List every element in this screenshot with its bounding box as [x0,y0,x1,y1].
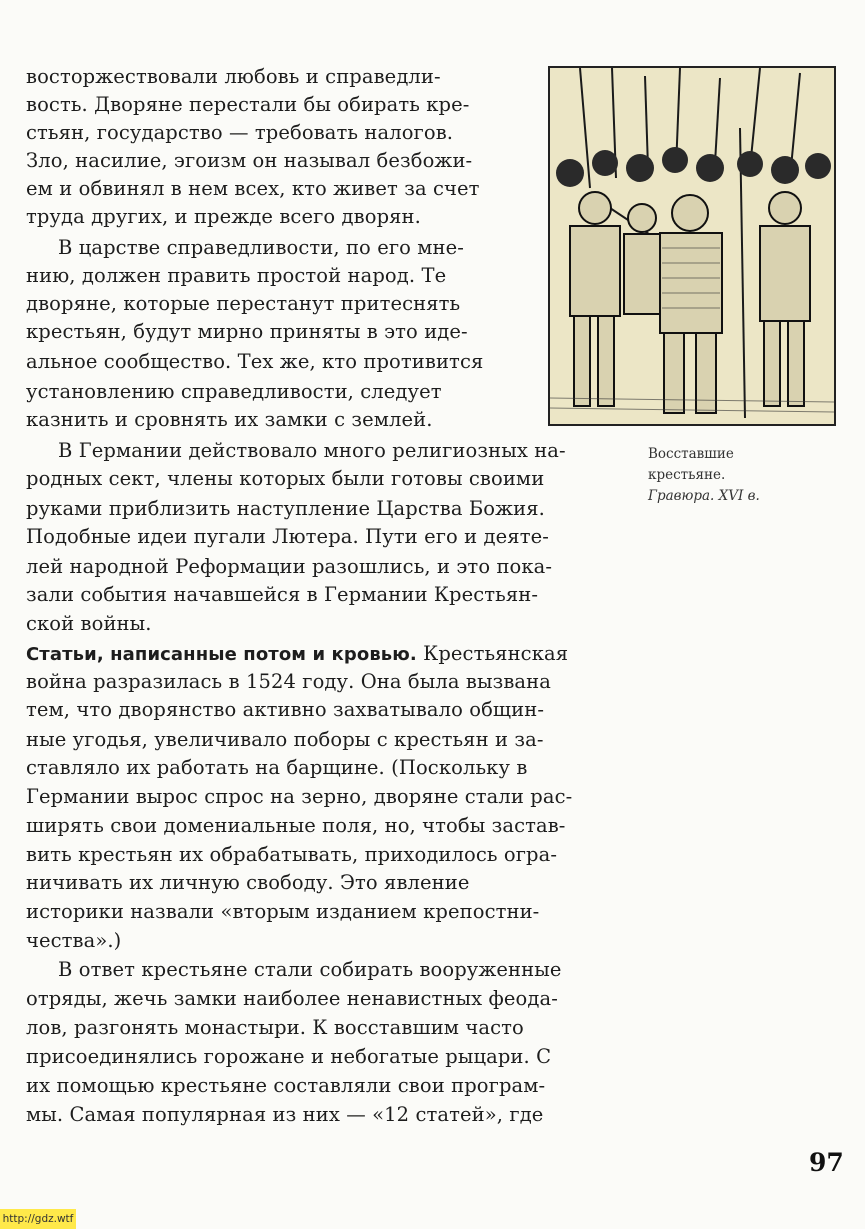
text-line: ничивать их личную свободу. Это явление [26,871,470,894]
text-line: лов, разгонять монастыри. К восставшим часто [26,1016,524,1039]
text-line: война разразилась в 1524 году. Она была вызвана [26,670,551,693]
text-line: родных сект, члены которых были готовы своими [26,467,545,490]
text-line: ширять свои домениальные поля, но, чтобы застав- [26,814,566,837]
text-line: Зло, насилие, эгоизм он называл безбожи- [26,149,473,172]
caption-line: Гравюра. XVI в. [648,488,760,504]
figure-caption [648,444,760,507]
text-line: труда других, и прежде всего дворян. [26,205,421,228]
text-line: установлению справедливости, следует [26,380,442,403]
text-line: вость. Дворяне перестали бы обирать кре- [26,93,470,116]
text-line: присоединялись горожане и небогатые рыцари. С [26,1045,552,1068]
text-line [26,639,568,669]
section-heading: Статьи, написанные потом и кровью. [26,644,417,665]
text-line: Крестьянская [416,642,569,665]
text-line: мы. Самая популярная из них — «12 статей», где [26,1103,544,1126]
text-line: восторжествовали любовь и справедли- [26,65,441,88]
watermark-link[interactable]: http://gdz.wtf [0,1209,76,1229]
caption-line: крестьяне. [648,467,726,483]
text-line: ставляло их работать на барщине. (Поскольку в [26,756,528,779]
caption-line: Восставшие [648,446,734,462]
text-line: Германии вырос спрос на зерно, дворяне стали рас- [26,785,573,808]
text-line: казнить и сровнять их замки с землей. [26,408,433,431]
text-line: ные угодья, увеличивало поборы с крестьян и за- [26,728,544,751]
text-line: крестьян, будут мирно приняты в это иде- [26,320,468,343]
text-line: альное сообщество. Тех же, кто противится [26,350,484,373]
text-line: историки назвали «вторым изданием крепостни- [26,900,540,923]
text-line: ской войны. [26,612,152,635]
text-line: зали события начавшейся в Германии Крестьян- [26,583,539,606]
text-line: отряды, жечь замки наиболее ненавистных феода- [26,987,558,1010]
engraving-illustration [548,66,836,426]
text-line: вить крестьян их обрабатывать, приходилось огра- [26,843,558,866]
text-line: их помощью крестьяне составляли свои програм- [26,1074,546,1097]
text-line: В царстве справедливости, по его мне- [58,236,464,259]
text-line: В ответ крестьяне стали собирать вооруженные [58,958,562,981]
text-line: дворяне, которые перестанут притеснять [26,292,461,315]
text-line: тем, что дворянство активно захватывало общин- [26,698,545,721]
text-line: Подобные идеи пугали Лютера. Пути его и деяте- [26,525,549,548]
text-line: ем и обвинял в нем всех, кто живет за счет [26,177,480,200]
peasants-engraving-image [550,68,834,424]
text-line: нию, должен править простой народ. Те [26,264,447,287]
page-number: 97 [809,1148,844,1177]
text-line: В Германии действовало много религиозных на- [58,439,566,462]
text-line: руками приблизить наступление Царства Божия. [26,497,545,520]
text-line: лей народной Реформации разошлись, и это пока- [26,555,553,578]
text-line: чества».) [26,929,122,952]
text-line: стьян, государство — требовать налогов. [26,121,454,144]
